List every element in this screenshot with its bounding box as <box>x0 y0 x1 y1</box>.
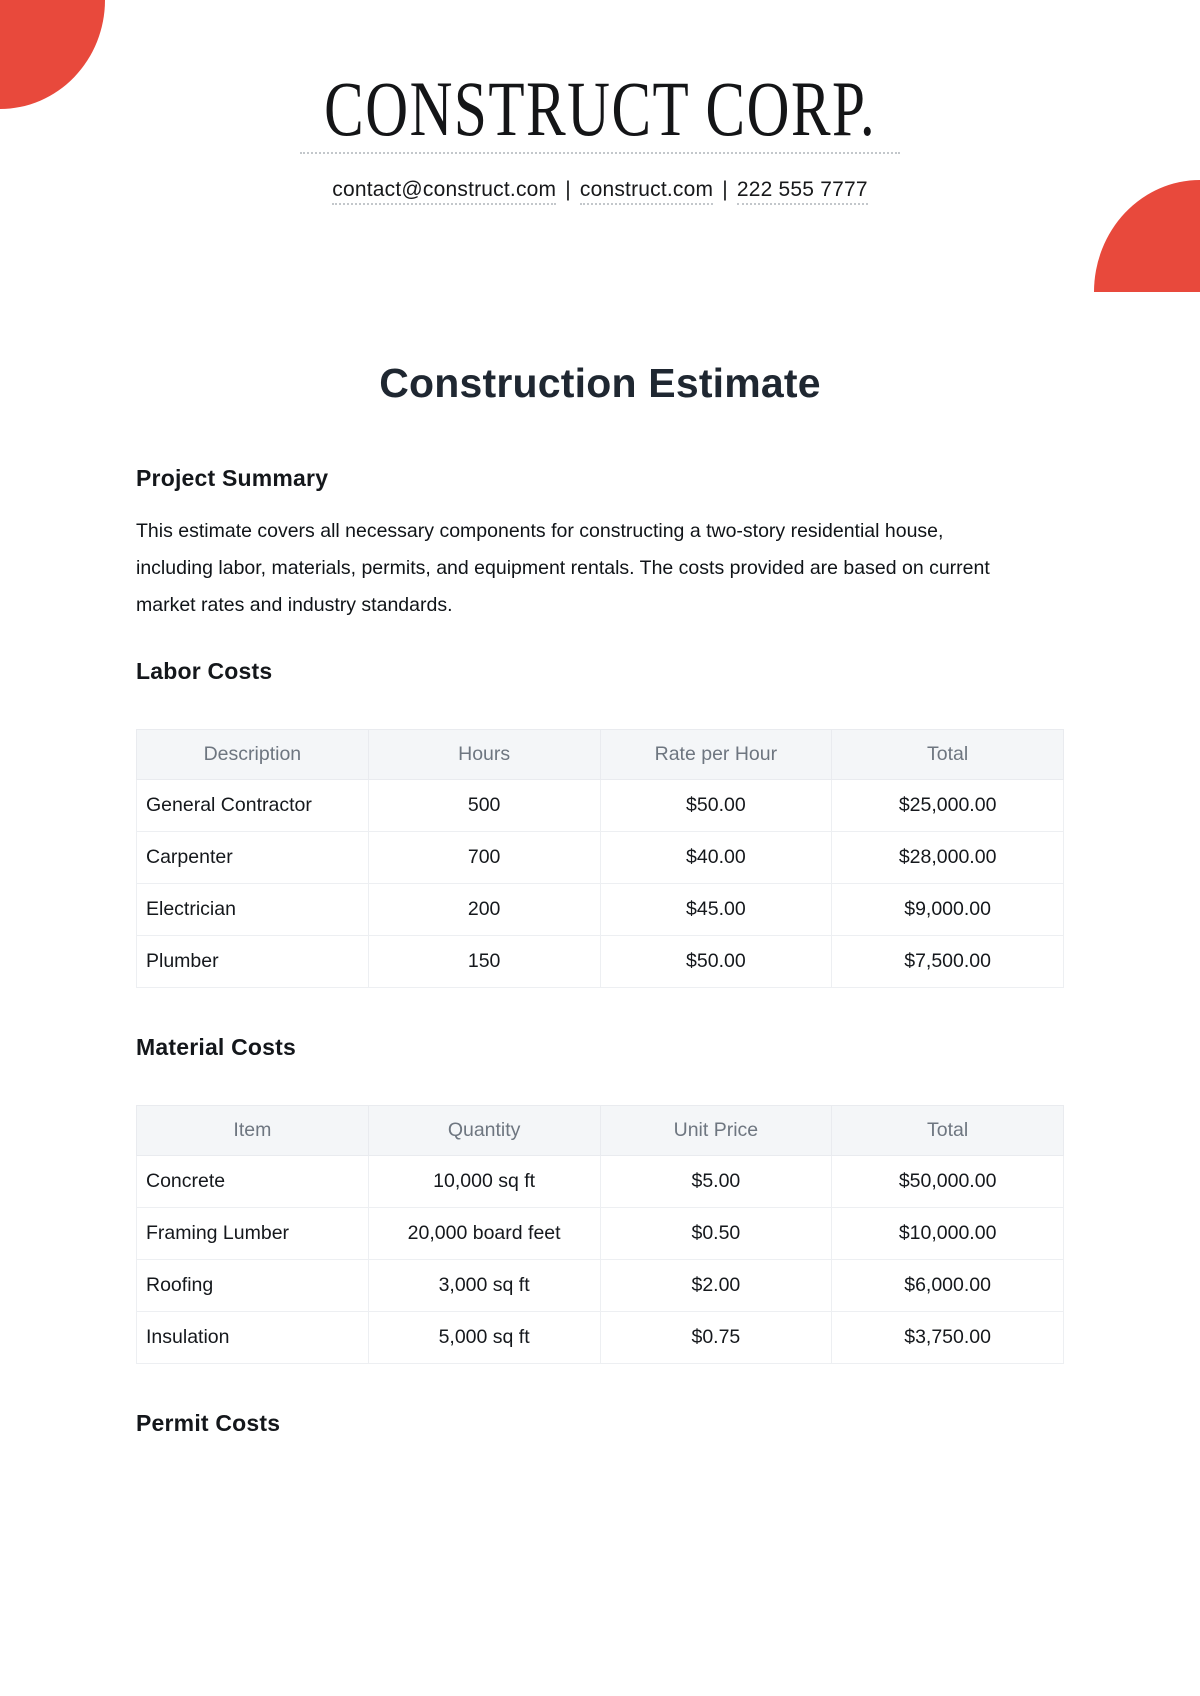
table-cell: 3,000 sq ft <box>368 1260 600 1312</box>
letterhead <box>0 0 1200 202</box>
permit-costs-heading: Permit Costs <box>136 1410 281 1436</box>
table-cell: $10,000.00 <box>832 1208 1064 1260</box>
table-cell: $50,000.00 <box>832 1156 1064 1208</box>
table-row <box>137 832 1064 884</box>
table-cell: Insulation <box>137 1312 369 1364</box>
material-costs-heading: Material Costs <box>136 1034 297 1060</box>
table-cell: Roofing <box>137 1260 369 1312</box>
table-cell: $7,500.00 <box>832 936 1064 988</box>
column-header: Total <box>832 1106 1064 1156</box>
contact-line <box>0 178 1200 202</box>
table-cell: $45.00 <box>600 884 832 936</box>
table-cell: 20,000 board feet <box>368 1208 600 1260</box>
contact-separator: | <box>565 178 571 201</box>
document-content <box>136 465 1064 1437</box>
table-row <box>137 1312 1064 1364</box>
column-header: Item <box>137 1106 369 1156</box>
column-header: Total <box>832 730 1064 780</box>
website-link[interactable]: construct.com <box>580 178 713 205</box>
material-header-row <box>137 1106 1064 1156</box>
contact-separator: | <box>722 178 728 201</box>
table-row <box>137 936 1064 988</box>
labor-header-row <box>137 730 1064 780</box>
table-cell: Concrete <box>137 1156 369 1208</box>
table-cell: 150 <box>368 936 600 988</box>
table-cell: 700 <box>368 832 600 884</box>
material-table-head <box>137 1106 1064 1156</box>
email-link[interactable]: contact@construct.com <box>332 178 556 205</box>
table-cell: Carpenter <box>137 832 369 884</box>
column-header: Hours <box>368 730 600 780</box>
labor-costs-table <box>136 729 1064 988</box>
table-cell: $50.00 <box>600 936 832 988</box>
table-row <box>137 780 1064 832</box>
labor-costs-heading: Labor Costs <box>136 658 273 684</box>
column-header: Description <box>137 730 369 780</box>
table-cell: Plumber <box>137 936 369 988</box>
table-row <box>137 884 1064 936</box>
material-table-body <box>137 1156 1064 1364</box>
table-cell: 5,000 sq ft <box>368 1312 600 1364</box>
table-cell: $5.00 <box>600 1156 832 1208</box>
table-cell: $0.50 <box>600 1208 832 1260</box>
labor-table-head <box>137 730 1064 780</box>
phone-link[interactable]: 222 555 7777 <box>737 178 868 205</box>
table-cell: $3,750.00 <box>832 1312 1064 1364</box>
table-cell: General Contractor <box>137 780 369 832</box>
document-title: Construction Estimate <box>379 360 821 406</box>
table-cell: 200 <box>368 884 600 936</box>
table-cell: $6,000.00 <box>832 1260 1064 1312</box>
table-cell: $50.00 <box>600 780 832 832</box>
project-summary-heading: Project Summary <box>136 465 329 491</box>
table-cell: 10,000 sq ft <box>368 1156 600 1208</box>
table-cell: Electrician <box>137 884 369 936</box>
table-row <box>137 1156 1064 1208</box>
labor-table-body <box>137 780 1064 988</box>
column-header: Unit Price <box>600 1106 832 1156</box>
table-cell: $9,000.00 <box>832 884 1064 936</box>
column-header: Rate per Hour <box>600 730 832 780</box>
column-header: Quantity <box>368 1106 600 1156</box>
material-costs-table <box>136 1105 1064 1364</box>
table-cell: Framing Lumber <box>137 1208 369 1260</box>
table-row <box>137 1260 1064 1312</box>
table-cell: $28,000.00 <box>832 832 1064 884</box>
table-cell: $40.00 <box>600 832 832 884</box>
logo-dotted-rule <box>300 152 900 154</box>
project-summary-paragraph: This estimate covers all necessary components for constructing a two-story residential house, including labor, materials, permits, and equipment rentals. The costs provided are based on current market rates and industry standards. <box>136 520 990 616</box>
table-cell: 500 <box>368 780 600 832</box>
table-cell: $0.75 <box>600 1312 832 1364</box>
table-cell: $25,000.00 <box>832 780 1064 832</box>
table-row <box>137 1208 1064 1260</box>
company-logo: CONSTRUCT CORP. <box>323 65 877 152</box>
table-cell: $2.00 <box>600 1260 832 1312</box>
